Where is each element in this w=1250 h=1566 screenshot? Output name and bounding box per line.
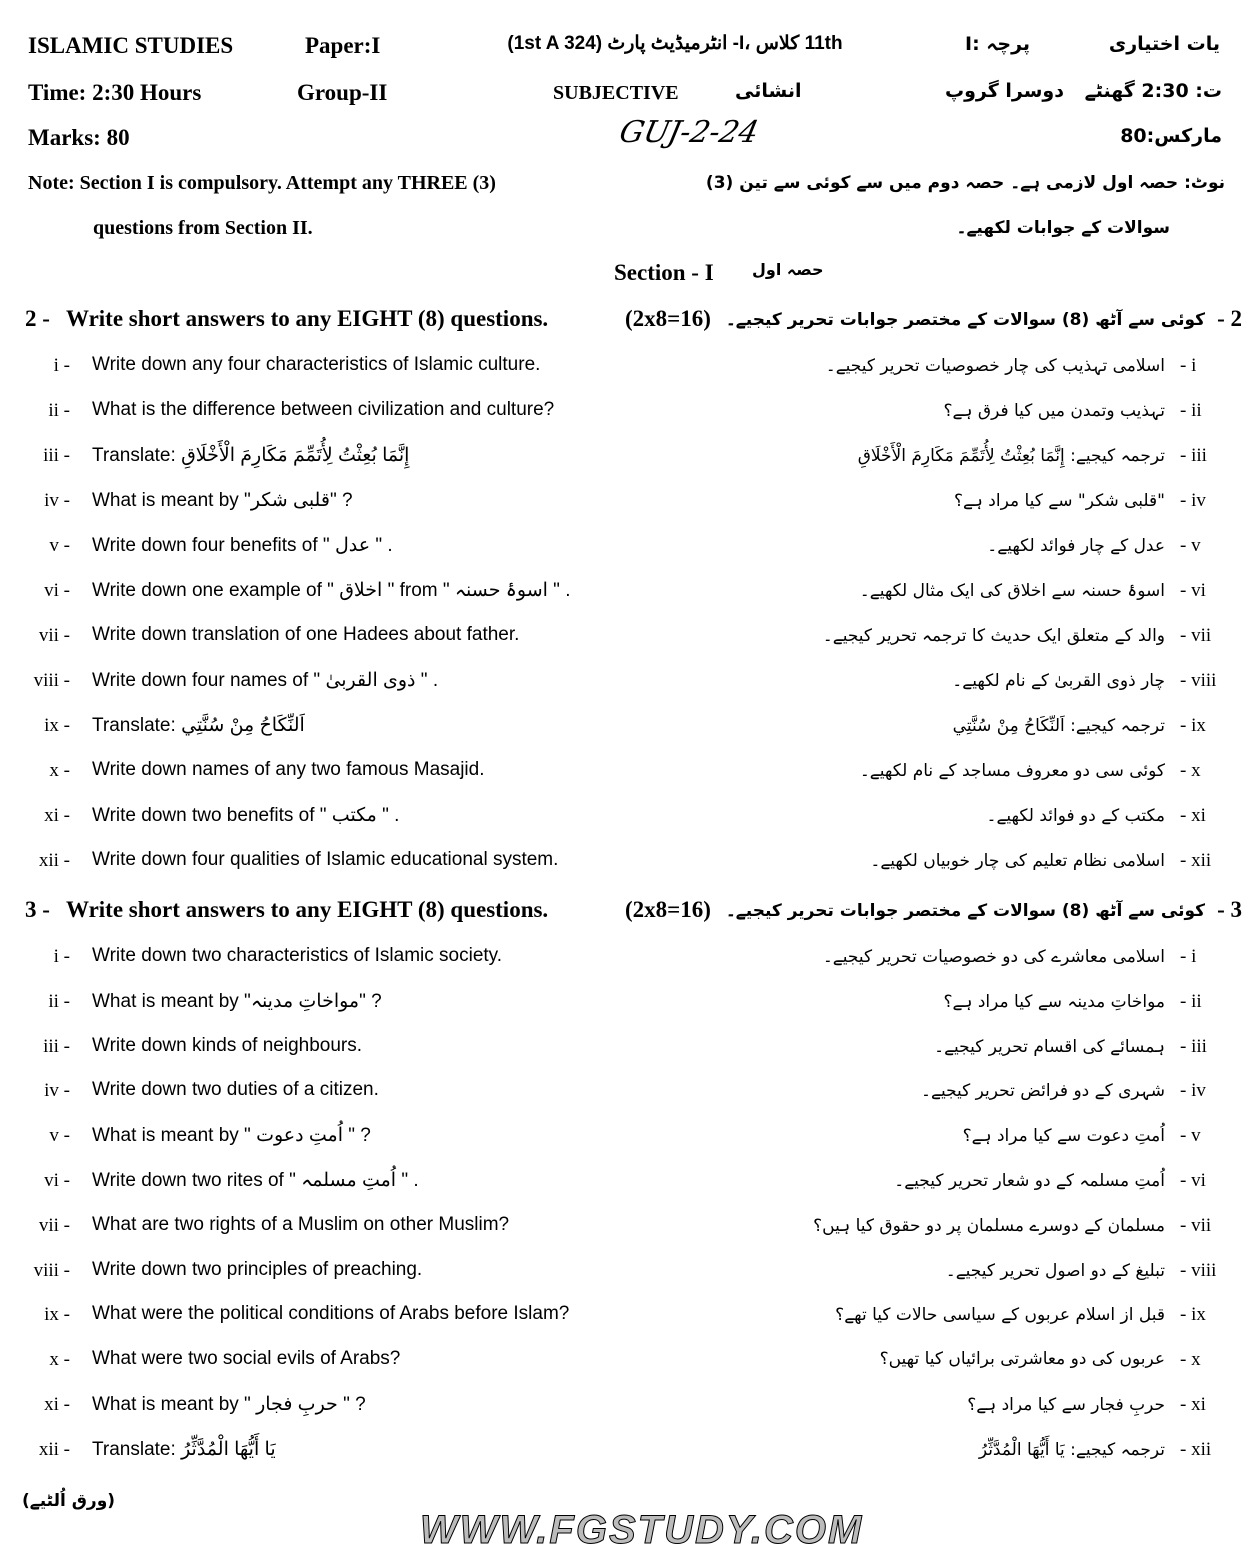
- question-item: [0, 709, 1250, 749]
- item-number: vii -: [38, 1214, 70, 1236]
- item-number: viii -: [33, 670, 70, 691]
- question-title-urdu: کوئی سے آٹھ (8) سوالات کے مختصر جوابات تحریر کیجیے۔: [725, 310, 1205, 330]
- subject-title: ISLAMIC STUDIES: [28, 33, 234, 58]
- watermark: WWW.FGSTUDY.COM: [420, 1508, 864, 1552]
- question-item: [0, 1119, 1250, 1159]
- item-number-urdu: - viii: [1180, 1259, 1217, 1281]
- item-text: Write down two principles of preaching.: [92, 1258, 423, 1280]
- question-item: [0, 754, 1250, 794]
- question-item: [0, 940, 1250, 980]
- paper-number-urdu: پرچہ :I: [965, 33, 1031, 55]
- item-number-urdu: - i: [1180, 946, 1197, 967]
- item-text-urdu: ترجمہ کیجیے: اَلنِّكَاحُ مِنْ سُنَّتِي: [952, 716, 1165, 736]
- item-text: Write down two rites of " اُمتِ مسلمہ " .: [92, 1170, 419, 1191]
- item-text: Translate: يَا أَيُّهَا الْمُدَّثِّرُ: [92, 1438, 276, 1460]
- item-text-urdu: چار ذوی القربیٰ کے نام لکھیے۔: [952, 671, 1165, 691]
- item-number: vi -: [44, 1170, 70, 1191]
- item-number-urdu: - vii: [1180, 1214, 1212, 1236]
- item-number-urdu: - x: [1180, 1349, 1201, 1371]
- item-number: xii -: [38, 850, 70, 871]
- item-text: What were the political conditions of Arabs before Islam?: [92, 1303, 570, 1325]
- question-marks: (2x8=16): [625, 897, 711, 922]
- item-text-urdu: تبلیغ کے دو اصول تحریر کیجیے۔: [945, 1260, 1165, 1281]
- item-number-urdu: - xi: [1180, 805, 1206, 826]
- handwritten-code: GUJ-2-24: [616, 115, 762, 150]
- time-urdu: ت: 2:30 گھنٹے: [1084, 80, 1222, 102]
- item-number: viii -: [33, 1259, 70, 1281]
- item-text-urdu: عربوں کی دو معاشرتی برائیاں کیا تھیں؟: [879, 1349, 1165, 1370]
- question-item: [0, 484, 1250, 524]
- item-number-urdu: - ix: [1180, 715, 1206, 736]
- item-number: xii -: [38, 1438, 70, 1460]
- subjective-label: SUBJECTIVE: [553, 82, 679, 104]
- item-number: i -: [53, 946, 70, 967]
- question-item: [0, 529, 1250, 569]
- item-text-urdu: ترجمہ کیجیے: يَا أَيُّهَا الْمُدَّثِّرُ: [978, 1439, 1165, 1460]
- item-number-urdu: - ii: [1180, 400, 1202, 421]
- question-item: [0, 985, 1250, 1025]
- item-text: Write down translation of one Hadees about father.: [92, 624, 520, 645]
- item-number-urdu: - v: [1180, 535, 1201, 556]
- item-text: What is meant by "قلبی شکر" ?: [92, 490, 353, 511]
- item-text: Translate: إِنَّمَا بُعِثْتُ لِأُتَمِّمَ مَكَارِمَ الْأَخْلَاقِ: [92, 445, 410, 466]
- item-number: ix -: [44, 715, 70, 736]
- item-text: What are two rights of a Muslim on other Muslim?: [92, 1213, 510, 1235]
- item-text: Write down names of any two famous Masajid.: [92, 759, 485, 780]
- item-number-urdu: - xii: [1180, 850, 1212, 871]
- question-2-header: [0, 306, 1250, 336]
- item-text: What is meant by " اُمتِ دعوت " ?: [92, 1125, 371, 1147]
- total-marks-urdu: مارکس:80: [1120, 125, 1222, 147]
- question-item: [0, 1254, 1250, 1294]
- note-urdu-line-1: نوٹ: حصہ اول لازمی ہے۔ حصہ دوم میں سے کوئی سے تین (3): [705, 173, 1225, 193]
- question-item: [0, 394, 1250, 434]
- item-number-urdu: - iii: [1180, 1035, 1207, 1057]
- item-text-urdu: کوئی سی دو معروف مساجد کے نام لکھیے۔: [859, 761, 1165, 781]
- item-text-urdu: مسلمان کے دوسرے مسلمان پر دو حقوق کیا ہیں؟: [813, 1215, 1165, 1236]
- note-urdu-line-2: سوالات کے جوابات لکھیے۔: [956, 218, 1170, 238]
- question-number-urdu: - 3: [1217, 897, 1242, 922]
- item-number-urdu: - i: [1180, 355, 1197, 376]
- item-text-urdu: مواخاتِ مدینہ سے کیا مراد ہے؟: [943, 991, 1165, 1012]
- question-item: [0, 1298, 1250, 1338]
- item-text-urdu: ہمسائے کی اقسام تحریر کیجیے۔: [934, 1036, 1165, 1057]
- question-marks: (2x8=16): [625, 306, 711, 331]
- question-number: 2 -: [25, 306, 50, 331]
- question-item: [0, 844, 1250, 884]
- item-number-urdu: - iv: [1180, 1080, 1206, 1102]
- group: Group-II: [297, 80, 388, 105]
- item-number: x -: [49, 1349, 70, 1371]
- item-number-urdu: - xii: [1180, 1438, 1212, 1460]
- item-text-urdu: تہذیب وتمدن میں کیا فرق ہے؟: [943, 401, 1165, 421]
- item-number: i -: [53, 355, 70, 376]
- class-line: 11th کلاس ،I- انٹرمیڈیٹ پارٹ (1st A 324): [507, 33, 843, 54]
- item-text-urdu: حربِ فجار سے کیا مراد ہے؟: [967, 1395, 1165, 1415]
- item-text: What is the difference between civilization and culture?: [92, 399, 555, 420]
- question-item: [0, 1433, 1250, 1473]
- item-text: Write down two duties of a citizen.: [92, 1079, 379, 1101]
- question-item: [0, 1030, 1250, 1070]
- item-number-urdu: - iv: [1180, 490, 1206, 511]
- item-number: iv -: [44, 1080, 70, 1102]
- item-number: xi -: [44, 1394, 70, 1415]
- question-3-header: [0, 897, 1250, 927]
- section-heading-urdu: حصہ اول: [752, 260, 824, 279]
- item-number: iv -: [44, 490, 70, 511]
- question-title-urdu: کوئی سے آٹھ (8) سوالات کے مختصر جوابات تحریر کیجیے۔: [725, 901, 1205, 921]
- item-text: Translate: اَلنِّكَاحُ مِنْ سُنَّتِي: [92, 715, 305, 736]
- item-number: v -: [49, 1125, 70, 1147]
- total-marks: Marks: 80: [28, 125, 130, 150]
- item-number-urdu: - vi: [1180, 1170, 1206, 1191]
- item-text: Write down four qualities of Islamic educational system.: [92, 849, 559, 870]
- question-item: [0, 1164, 1250, 1204]
- item-text-urdu: اسلامی تہذیب کی چار خصوصیات تحریر کیجیے۔: [825, 356, 1165, 376]
- question-item: [0, 1074, 1250, 1114]
- item-number-urdu: - x: [1180, 760, 1201, 781]
- group-urdu: دوسرا گروپ: [945, 80, 1064, 102]
- item-number: vii -: [38, 625, 70, 646]
- question-number-urdu: - 2: [1217, 306, 1242, 331]
- item-number-urdu: - iii: [1180, 445, 1207, 466]
- item-text: Write down two characteristics of Islamic society.: [92, 945, 503, 966]
- question-item: [0, 1388, 1250, 1428]
- item-text: Write down one example of " اخلاق " from " اسوۂ حسنہ " .: [92, 580, 571, 601]
- subjective-label-urdu: انشائی: [735, 80, 802, 102]
- question-item: [0, 664, 1250, 704]
- item-number-urdu: - v: [1180, 1125, 1201, 1147]
- item-number-urdu: - vi: [1180, 580, 1206, 601]
- item-text: Write down kinds of neighbours.: [92, 1034, 363, 1056]
- item-text: What is meant by "مواخاتِ مدینہ" ?: [92, 990, 382, 1012]
- item-number-urdu: - ix: [1180, 1304, 1206, 1326]
- question-item: [0, 1343, 1250, 1383]
- item-number-urdu: - vii: [1180, 625, 1212, 646]
- question-item: [0, 439, 1250, 479]
- question-item: [0, 1209, 1250, 1249]
- item-number: iii -: [43, 1035, 70, 1057]
- item-text-urdu: مکتب کے دو فوائد لکھیے۔: [986, 806, 1165, 826]
- item-number: ix -: [44, 1304, 70, 1326]
- question-item: [0, 799, 1250, 839]
- subject-title-urdu: یات اختیاری: [1108, 33, 1220, 55]
- question-title: Write short answers to any EIGHT (8) questions.: [66, 306, 549, 331]
- question-item: [0, 349, 1250, 389]
- item-number: ii -: [48, 400, 70, 421]
- item-text: What were two social evils of Arabs?: [92, 1348, 401, 1370]
- paper-number: Paper:I: [305, 33, 381, 58]
- item-number-urdu: - viii: [1180, 670, 1217, 691]
- item-text: What is meant by " حربِ فجار " ?: [92, 1394, 366, 1415]
- item-number-urdu: - ii: [1180, 990, 1202, 1012]
- item-text-urdu: اُمتِ مسلمہ کے دو شعار تحریر کیجیے۔: [894, 1171, 1165, 1191]
- item-text-urdu: اسلامی معاشرے کی دو خصوصیات تحریر کیجیے۔: [822, 947, 1165, 967]
- question-item: [0, 574, 1250, 614]
- section-heading: Section - I: [614, 260, 714, 285]
- item-text-urdu: عدل کے چار فوائد لکھیے۔: [987, 536, 1165, 556]
- note-line-2: questions from Section II.: [93, 217, 313, 239]
- item-number: ii -: [48, 990, 70, 1012]
- question-item: [0, 619, 1250, 659]
- item-number: v -: [49, 535, 70, 556]
- item-text-urdu: اسلامی نظام تعلیم کی چار خوبیاں لکھیے۔: [870, 851, 1165, 871]
- item-number: xi -: [44, 805, 70, 826]
- note-line-1: Note: Section I is compulsory. Attempt any THREE (3): [28, 172, 496, 194]
- item-text-urdu: شہری کے دو فرائض تحریر کیجیے۔: [921, 1081, 1165, 1102]
- item-text: Write down any four characteristics of Islamic culture.: [92, 354, 541, 375]
- question-title: Write short answers to any EIGHT (8) questions.: [66, 897, 549, 922]
- item-text: Write down two benefits of " مکتب " .: [92, 805, 400, 826]
- item-text-urdu: والد کے متعلق ایک حدیث کا ترجمہ تحریر کیجیے۔: [822, 626, 1165, 646]
- item-text-urdu: "قلبی شکر" سے کیا مراد ہے؟: [953, 491, 1165, 511]
- question-number: 3 -: [25, 897, 50, 922]
- item-text-urdu: اسوۂ حسنہ سے اخلاق کی ایک مثال لکھیے۔: [859, 581, 1165, 601]
- time-allowed: Time: 2:30 Hours: [28, 80, 202, 105]
- item-text: Write down four names of " ذوی القربیٰ " .: [92, 670, 439, 691]
- item-number-urdu: - xi: [1180, 1394, 1206, 1415]
- item-text-urdu: اُمتِ دعوت سے کیا مراد ہے؟: [962, 1126, 1165, 1147]
- item-text-urdu: قبل از اسلام عربوں کے سیاسی حالات کیا تھے؟: [835, 1305, 1165, 1326]
- item-number: vi -: [44, 580, 70, 601]
- item-text: Write down four benefits of " عدل " .: [92, 535, 393, 556]
- item-number: x -: [49, 760, 70, 781]
- turn-over-note: (ورق اُلٹیے): [22, 1491, 116, 1511]
- item-number: iii -: [43, 445, 70, 466]
- item-text-urdu: ترجمہ کیجیے: إِنَّمَا بُعِثْتُ لِأُتَمِّمَ مَكَارِمَ الْأَخْلَاقِ: [857, 446, 1165, 466]
